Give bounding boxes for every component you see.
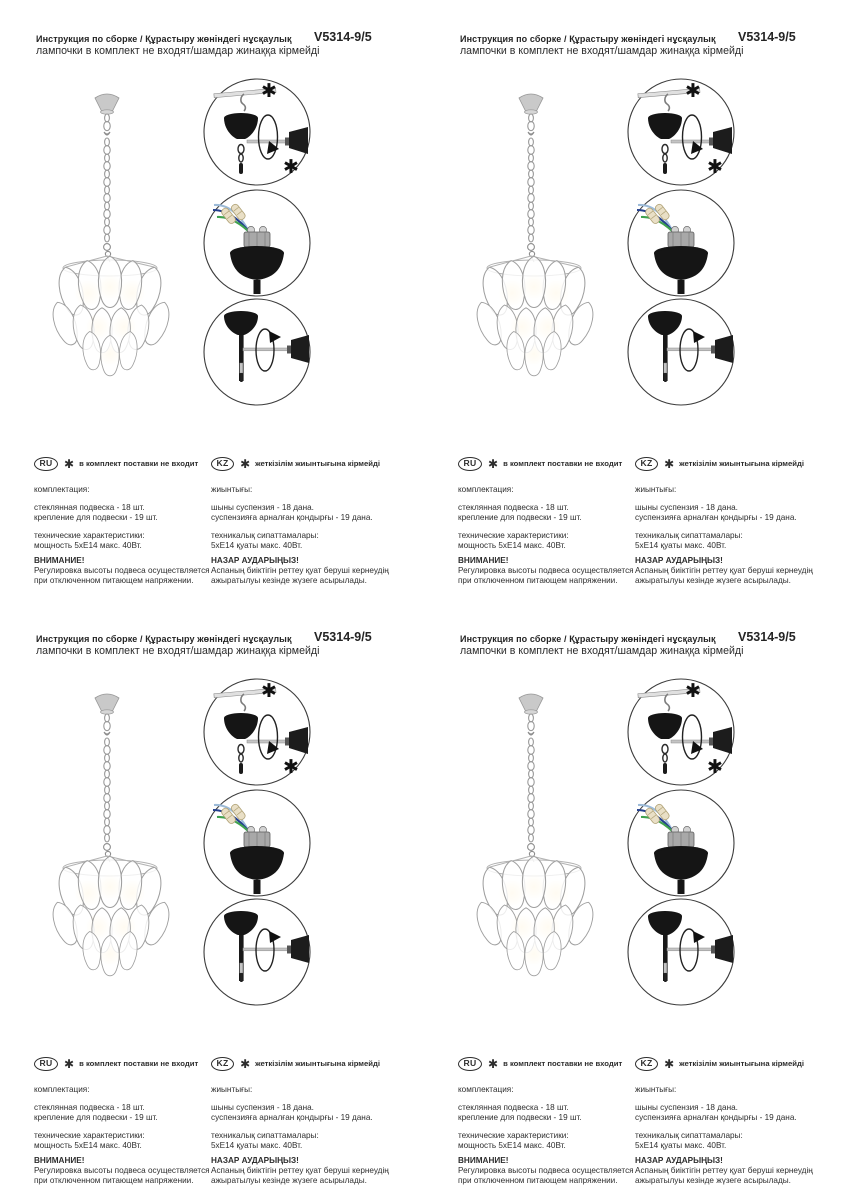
- asterisk-icon: ✱: [64, 1057, 75, 1071]
- ru-warning-heading: ВНИМАНИЕ!: [458, 1156, 509, 1166]
- kz-section: [635, 1057, 837, 1187]
- step-1-diagram: [628, 79, 734, 185]
- ru-kit-heading: комплектация:: [458, 485, 514, 494]
- chandelier-illustration: [462, 86, 612, 383]
- asterisk-icon: ✱: [261, 81, 277, 102]
- screw-rod: [247, 740, 289, 743]
- page-title: Инструкция по сборке / Құрастыру жөніндегі нұсқаулық: [460, 634, 716, 644]
- glass-petals: [48, 856, 174, 976]
- ru-footnote-row: [34, 1057, 210, 1071]
- instruction-sheet: [0, 600, 424, 1200]
- step-1-diagram: [204, 679, 310, 785]
- kz-specs-line: 5хЕ14 қуаты макс. 40Вт.: [635, 540, 727, 550]
- canopy: [95, 94, 119, 114]
- kz-kit-item: суспензияға арналған қондырғы - 19 дана.: [635, 1113, 797, 1123]
- model-number: V5314-9/5: [738, 30, 796, 44]
- kz-footnote: жеткізілім жиынтығына кірмейді: [255, 458, 381, 468]
- step-3-diagram: [204, 299, 310, 405]
- step-2-diagram: [204, 190, 310, 296]
- subtitle: лампочки в комплект не входят/шамдар жинаққа кірмейді: [36, 645, 320, 657]
- kz-kit-item: шыны суспензия - 18 дана.: [211, 503, 314, 513]
- ru-kit-item: крепление для подвески - 19 шт.: [458, 1113, 582, 1123]
- step-3-diagram: [628, 299, 734, 405]
- kz-kit-item: шыны суспензия - 18 дана.: [635, 503, 738, 513]
- kz-section: [635, 457, 837, 587]
- asterisk-icon: ✱: [685, 81, 701, 102]
- kz-warning-line: ажыратылуы кезінде жүзеге асырылады.: [211, 576, 367, 586]
- chandelier-illustration: [38, 86, 188, 383]
- ru-kit-item: крепление для подвески - 19 шт.: [34, 513, 158, 523]
- ru-kit-item: стеклянная подвеска - 18 шт.: [458, 503, 569, 513]
- ru-kit-item: крепление для подвески - 19 шт.: [458, 513, 582, 523]
- kz-badge: KZ: [211, 457, 234, 471]
- chain-pin: [239, 163, 243, 174]
- ru-warning-line: при отключенном питающем напряжении.: [34, 1176, 194, 1186]
- ru-section: [458, 457, 634, 587]
- ru-specs-line: мощность 5хЕ14 макс. 40Вт.: [34, 1140, 142, 1150]
- rod-joint: [240, 363, 243, 373]
- chain: [104, 114, 111, 257]
- asterisk-icon: ✱: [707, 757, 723, 778]
- kz-section: [211, 1057, 413, 1187]
- chain-pin: [663, 163, 667, 174]
- kz-specs-line: 5хЕ14 қуаты макс. 40Вт.: [211, 540, 303, 550]
- kz-kit-heading: жиынтығы:: [635, 1085, 677, 1094]
- chain: [528, 114, 535, 257]
- glass-petals: [48, 256, 174, 376]
- canopy: [519, 94, 543, 114]
- ru-warning-heading: ВНИМАНИЕ!: [458, 556, 509, 566]
- asterisk-icon: ✱: [664, 1057, 675, 1071]
- step-2-diagram: [628, 790, 734, 896]
- instruction-sheet: [424, 600, 849, 1200]
- kz-kit-heading: жиынтығы:: [211, 1085, 253, 1094]
- ru-specs-line: мощность 5хЕ14 макс. 40Вт.: [34, 540, 142, 550]
- chain: [528, 714, 535, 857]
- ru-warning-line: при отключенном питающем напряжении.: [34, 576, 194, 586]
- kz-kit-item: суспензияға арналған қондырғы - 19 дана.: [211, 513, 373, 523]
- ru-footnote: в комплект поставки не входит: [79, 458, 199, 468]
- kz-specs-heading: техникалық сипаттамалары:: [211, 1130, 319, 1140]
- ru-footnote: в комплект поставки не входит: [79, 1058, 199, 1068]
- chain-pin: [239, 763, 243, 774]
- kz-specs-heading: техникалық сипаттамалары:: [211, 530, 319, 540]
- assembly-steps-diagram: [625, 76, 737, 408]
- ru-kit-item: стеклянная подвеска - 18 шт.: [34, 503, 145, 513]
- kz-badge: KZ: [635, 457, 658, 471]
- ru-footnote: в комплект поставки не входит: [503, 458, 623, 468]
- kz-kit-item: шыны суспензия - 18 дана.: [211, 1103, 314, 1113]
- kz-footnote: жеткізілім жиынтығына кірмейді: [679, 458, 805, 468]
- ru-specs-heading: технические характеристики:: [34, 1130, 145, 1140]
- ru-specs-heading: технические характеристики:: [34, 530, 145, 540]
- step-1-diagram: [204, 79, 310, 185]
- ru-kit-heading: комплектация:: [34, 1085, 90, 1094]
- page-title: Инструкция по сборке / Құрастыру жөніндегі нұсқаулық: [36, 634, 292, 644]
- subtitle: лампочки в комплект не входят/шамдар жинаққа кірмейді: [36, 45, 320, 57]
- kz-kit-item: суспензияға арналған қондырғы - 19 дана.: [211, 1113, 373, 1123]
- ru-warning-line: Регулировка высоты подвеса осуществляется: [458, 1166, 634, 1176]
- model-number: V5314-9/5: [738, 630, 796, 644]
- kz-warning-heading: НАЗАР АУДАРЫҢЫЗ!: [635, 556, 723, 566]
- kz-warning-line: Аспаның биіктігін реттеу қуат беруші кернеудің: [635, 566, 813, 576]
- chain: [104, 714, 111, 857]
- assembly-steps-diagram: [201, 676, 313, 1008]
- chandelier-illustration: [38, 686, 188, 983]
- kz-warning-heading: НАЗАР АУДАРЫҢЫЗ!: [211, 556, 299, 566]
- kz-warning-line: ажыратылуы кезінде жүзеге асырылады.: [211, 1176, 367, 1186]
- ru-kit-heading: комплектация:: [458, 1085, 514, 1094]
- ru-badge: RU: [34, 457, 58, 471]
- step-3-diagram: [204, 899, 310, 1005]
- kz-specs-heading: техникалық сипаттамалары:: [635, 530, 743, 540]
- ru-footnote: в комплект поставки не входит: [503, 1058, 623, 1068]
- ru-section: [458, 1057, 634, 1187]
- kz-footnote-row: [635, 1057, 837, 1071]
- kz-footnote-row: [211, 1057, 413, 1071]
- ru-warning-line: при отключенном питающем напряжении.: [458, 1176, 618, 1186]
- asterisk-icon: ✱: [240, 457, 251, 471]
- model-number: V5314-9/5: [314, 630, 372, 644]
- ru-kit-heading: комплектация:: [34, 485, 90, 494]
- kz-warning-line: Аспаның биіктігін реттеу қуат беруші кернеудің: [635, 1166, 813, 1176]
- ru-warning-line: Регулировка высоты подвеса осуществляется: [34, 566, 210, 576]
- instruction-sheet: [0, 0, 424, 600]
- kz-footnote: жеткізілім жиынтығына кірмейді: [255, 1058, 381, 1068]
- screw-rod: [671, 740, 713, 743]
- ru-warning-line: Регулировка высоты подвеса осуществляется: [458, 566, 634, 576]
- step-1-diagram: [628, 679, 734, 785]
- rod-tip: [240, 373, 242, 382]
- glass-petals: [472, 856, 598, 976]
- screw-rod: [667, 948, 715, 951]
- ru-footnote-row: [458, 1057, 634, 1071]
- chain-pin: [663, 763, 667, 774]
- ru-badge: RU: [458, 1057, 482, 1071]
- ru-specs-line: мощность 5хЕ14 макс. 40Вт.: [458, 540, 566, 550]
- asterisk-icon: ✱: [685, 681, 701, 702]
- rod-tip: [664, 973, 666, 982]
- ru-kit-item: крепление для подвески - 19 шт.: [34, 1113, 158, 1123]
- kz-kit-item: суспензияға арналған қондырғы - 19 дана.: [635, 513, 797, 523]
- kz-warning-line: Аспаның биіктігін реттеу қуат беруші кернеудің: [211, 1166, 389, 1176]
- canopy: [519, 694, 543, 714]
- assembly-steps-diagram: [625, 676, 737, 1008]
- kz-kit-heading: жиынтығы:: [635, 485, 677, 494]
- kz-specs-line: 5хЕ14 қуаты макс. 40Вт.: [635, 1140, 727, 1150]
- kz-section: [211, 457, 413, 587]
- kz-footnote: жеткізілім жиынтығына кірмейді: [679, 1058, 805, 1068]
- rod-joint: [664, 963, 667, 973]
- asterisk-icon: ✱: [488, 457, 499, 471]
- ru-specs-heading: технические характеристики:: [458, 1130, 569, 1140]
- canopy: [95, 694, 119, 714]
- kz-warning-heading: НАЗАР АУДАРЫҢЫЗ!: [211, 1156, 299, 1166]
- rod-tip: [664, 373, 666, 382]
- ru-warning-heading: ВНИМАНИЕ!: [34, 1156, 85, 1166]
- step-2-diagram: [204, 790, 310, 896]
- assembly-steps-diagram: [201, 76, 313, 408]
- ru-warning-line: при отключенном питающем напряжении.: [458, 576, 618, 586]
- ru-kit-item: стеклянная подвеска - 18 шт.: [34, 1103, 145, 1113]
- ru-footnote-row: [34, 457, 210, 471]
- kz-warning-heading: НАЗАР АУДАРЫҢЫЗ!: [635, 1156, 723, 1166]
- screw-rod: [671, 140, 713, 143]
- screw-rod: [243, 348, 291, 351]
- step-3-diagram: [628, 899, 734, 1005]
- ru-badge: RU: [34, 1057, 58, 1071]
- kz-kit-item: шыны суспензия - 18 дана.: [635, 1103, 738, 1113]
- screw-rod: [667, 348, 715, 351]
- subtitle: лампочки в комплект не входят/шамдар жинаққа кірмейді: [460, 45, 744, 57]
- asterisk-icon: ✱: [261, 681, 277, 702]
- subtitle: лампочки в комплект не входят/шамдар жинаққа кірмейді: [460, 645, 744, 657]
- ru-warning-heading: ВНИМАНИЕ!: [34, 556, 85, 566]
- ru-kit-item: стеклянная подвеска - 18 шт.: [458, 1103, 569, 1113]
- rod-joint: [664, 363, 667, 373]
- page-title: Инструкция по сборке / Құрастыру жөніндегі нұсқаулық: [460, 34, 716, 44]
- asterisk-icon: ✱: [488, 1057, 499, 1071]
- kz-badge: KZ: [211, 1057, 234, 1071]
- kz-specs-line: 5хЕ14 қуаты макс. 40Вт.: [211, 1140, 303, 1150]
- screw-rod: [243, 948, 291, 951]
- glass-petals: [472, 256, 598, 376]
- rod-joint: [240, 963, 243, 973]
- asterisk-icon: ✱: [283, 157, 299, 178]
- step-2-diagram: [628, 190, 734, 296]
- kz-footnote-row: [211, 457, 413, 471]
- asterisk-icon: ✱: [64, 457, 75, 471]
- rod-tip: [240, 973, 242, 982]
- asterisk-icon: ✱: [664, 457, 675, 471]
- ru-section: [34, 1057, 210, 1187]
- kz-footnote-row: [635, 457, 837, 471]
- kz-warning-line: ажыратылуы кезінде жүзеге асырылады.: [635, 576, 791, 586]
- ru-footnote-row: [458, 457, 634, 471]
- ru-warning-line: Регулировка высоты подвеса осуществляется: [34, 1166, 210, 1176]
- instruction-sheet: [424, 0, 849, 600]
- page-title: Инструкция по сборке / Құрастыру жөніндегі нұсқаулық: [36, 34, 292, 44]
- ru-specs-heading: технические характеристики:: [458, 530, 569, 540]
- kz-warning-line: ажыратылуы кезінде жүзеге асырылады.: [635, 1176, 791, 1186]
- screw-rod: [247, 140, 289, 143]
- kz-kit-heading: жиынтығы:: [211, 485, 253, 494]
- model-number: V5314-9/5: [314, 30, 372, 44]
- ru-section: [34, 457, 210, 587]
- chandelier-illustration: [462, 686, 612, 983]
- ru-badge: RU: [458, 457, 482, 471]
- kz-specs-heading: техникалық сипаттамалары:: [635, 1130, 743, 1140]
- ru-specs-line: мощность 5хЕ14 макс. 40Вт.: [458, 1140, 566, 1150]
- asterisk-icon: ✱: [240, 1057, 251, 1071]
- kz-warning-line: Аспаның биіктігін реттеу қуат беруші кернеудің: [211, 566, 389, 576]
- asterisk-icon: ✱: [707, 157, 723, 178]
- kz-badge: KZ: [635, 1057, 658, 1071]
- asterisk-icon: ✱: [283, 757, 299, 778]
